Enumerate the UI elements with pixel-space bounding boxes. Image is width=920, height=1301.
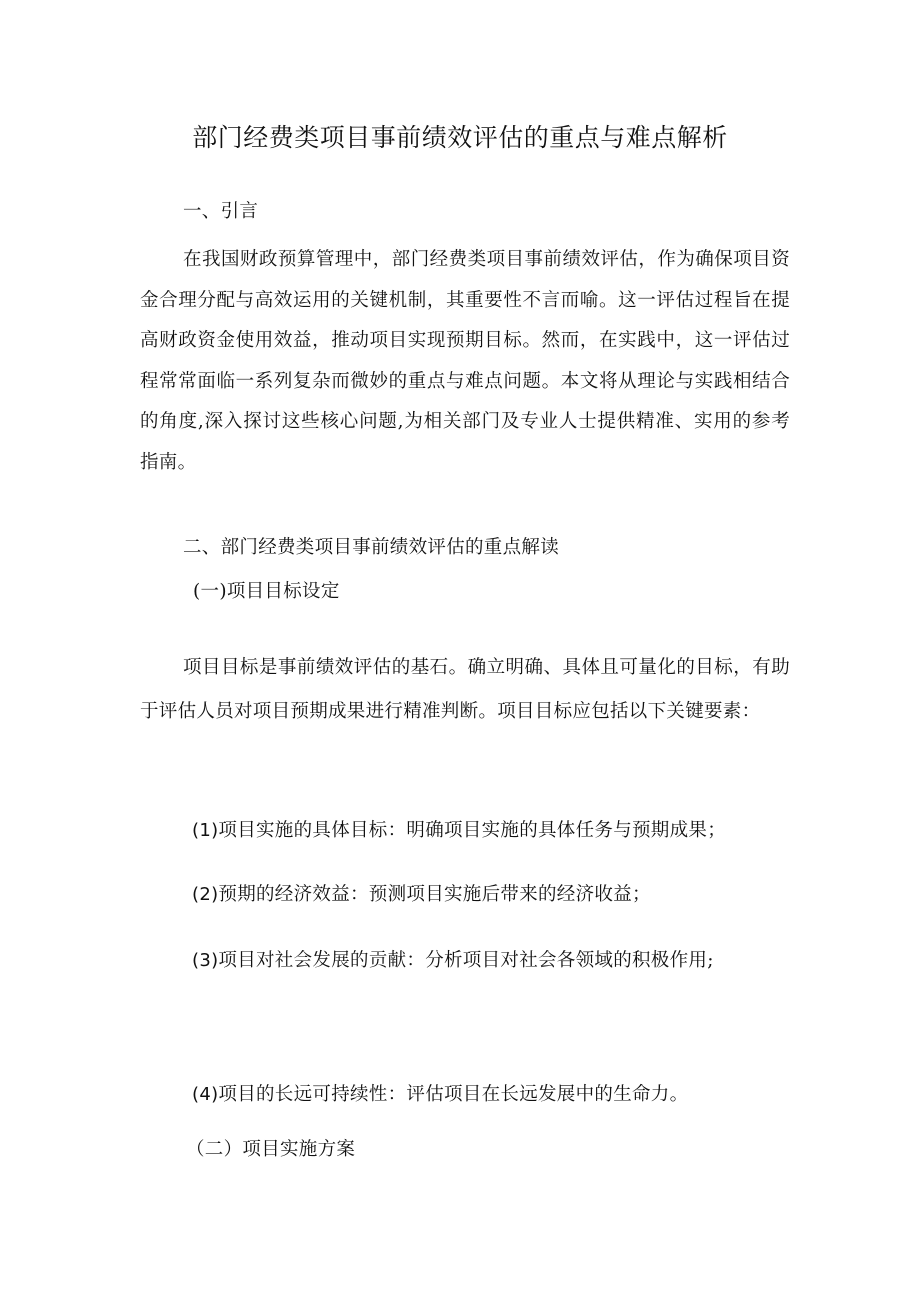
document-title: 部门经费类项目事前绩效评估的重点与难点解析 <box>192 123 728 152</box>
subsection-heading-implementation-plan: （二）项目实施方案 <box>186 1139 356 1160</box>
project-goals-paragraph: 项目目标是事前绩效评估的基石。确立明确、具体且可量化的目标，有助于评估人员对项目预期成果进行精准判断。项目目标应包括以下关键要素： <box>140 657 790 722</box>
introduction-paragraph: 在我国财政预算管理中，部门经费类项目事前绩效评估，作为确保项目资金合理分配与高效运用的关键机制，其重要性不言而喻。这一评估过程旨在提高财政资金使用效益，推动项目实现预期目标。然而，在实践中，这一评估过程常常面临一系列复杂而微妙的重点与难点问题。本文将从理论与实践相结合的角度,深入探讨这些核心问题,为相关部门及专业人士提供精准、实用的参考指南。 <box>140 249 790 473</box>
goal-item-2-number: (2) <box>192 884 219 905</box>
goal-item-4 <box>140 1067 790 1123</box>
goal-item-3-text: 项目对社会发展的贡献：分析项目对社会各领域的积极作用; <box>218 950 714 971</box>
goal-item-4-number: (4) <box>192 1084 219 1105</box>
subsection-heading-project-goals: (一)项目目标设定 <box>193 581 340 602</box>
goal-item-1 <box>140 803 790 859</box>
goal-item-2-text: 预期的经济效益：预测项目实施后带来的经济收益； <box>218 884 651 905</box>
goal-item-3 <box>140 932 730 990</box>
section-heading-key-points: 二、部门经费类项目事前绩效评估的重点解读 <box>183 537 560 558</box>
goal-item-1-text: 项目实施的具体目标：明确项目实施的具体任务与预期成果； <box>218 820 727 841</box>
section-heading-introduction: 一、引言 <box>183 201 259 222</box>
goal-item-1-number: (1) <box>192 820 219 841</box>
goal-item-4-text: 项目的长远可持续性：评估项目在长远发展中的生命力。 <box>218 1084 689 1105</box>
goal-item-3-number: (3) <box>192 950 219 971</box>
goal-item-2 <box>140 867 790 923</box>
